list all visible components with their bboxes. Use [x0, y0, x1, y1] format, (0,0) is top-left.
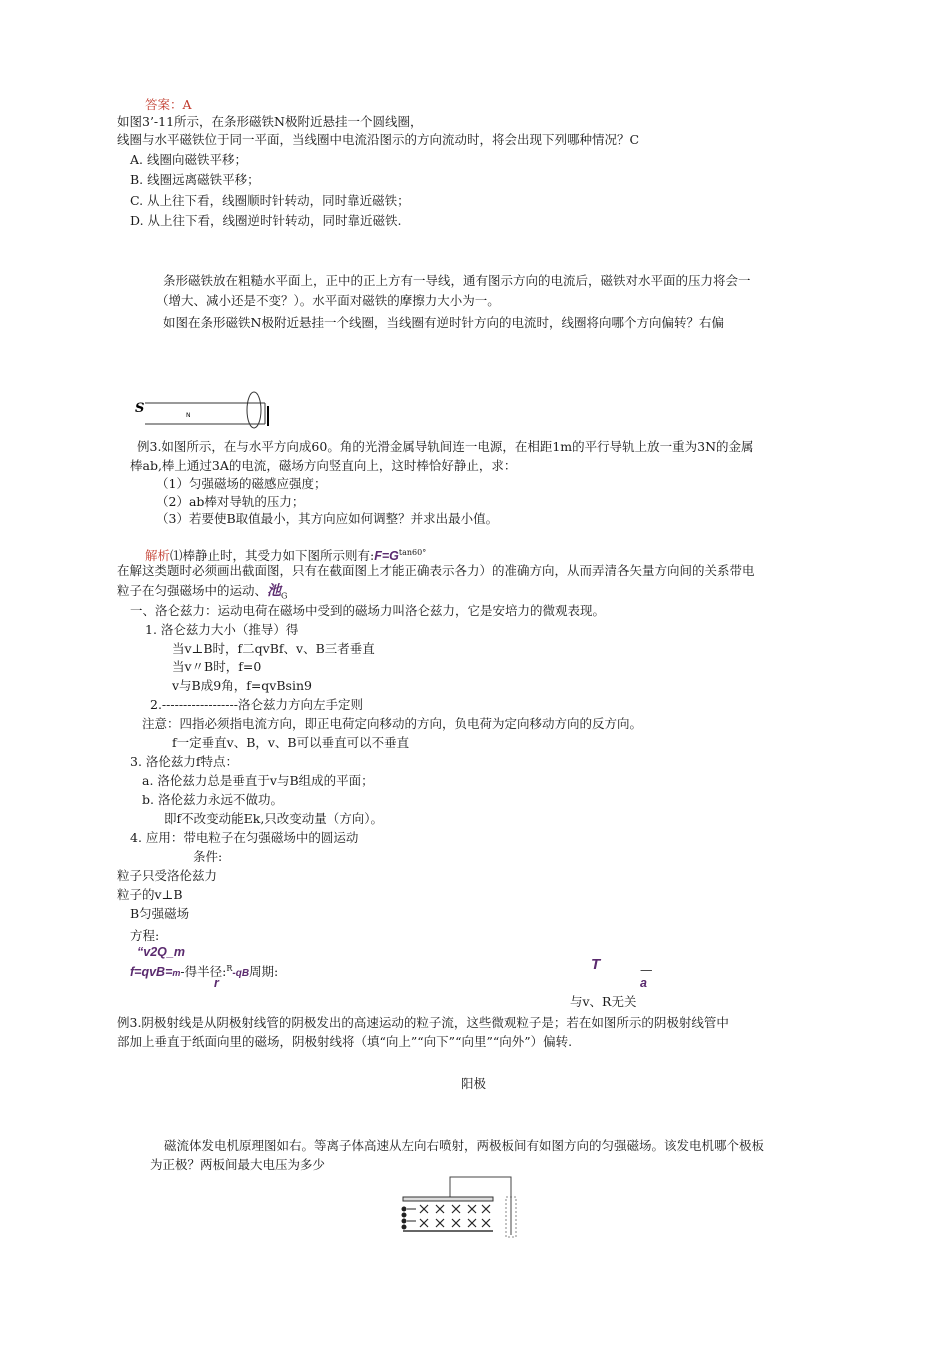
solution-line-1 [145, 545, 426, 564]
lorentz-s1: 1. 洛仑兹力大小（推导）得 [145, 622, 299, 637]
formula-top: “v2Q_m [137, 945, 185, 959]
formula-under-r: r [214, 976, 219, 990]
coil-paragraph: 如图在条形磁铁N极附近悬挂一个线圈，当线圈有逆时针方向的电流时，线圈将向哪个方向偏转？右偏 [163, 315, 724, 330]
formula-T: T [591, 956, 601, 973]
lorentz-s4: 4. 应用：带电粒子在匀强磁场中的圆运动 [130, 830, 359, 845]
magnet-paragraph-1: 条形磁铁放在粗糙水平面上，正中的正上方有一导线，通有图示方向的电流后，磁铁对水平面的压力将会一 [163, 273, 751, 288]
lorentz-s3: 3. 洛伦兹力f特点： [130, 754, 239, 769]
magnet-paragraph-2: （增大、减小还是不变？）。水平面对磁铁的摩擦力大小为一。 [156, 293, 500, 308]
lorentz-s3b: b. 洛伦兹力永远不做功。 [142, 792, 283, 807]
solution-mark: 池 [267, 582, 282, 598]
cathode-ray-line-1: 例3.阴极射线是从阴极射线管的阴极发出的高速运动的粒子流，这些微观粒子是；若在如图所示的阴极射线管中 [117, 1015, 729, 1030]
question-line-1: 如图3’-11所示，在条形磁铁N极附近悬挂一个圆线圈， [117, 114, 423, 129]
solution-text: ⑴棒静止时，其受力如下图所示则有: [170, 548, 375, 564]
option-d: D. 从上往下看，线圈逆时针转动，同时靠近磁铁. [130, 213, 402, 228]
lorentz-note: 注意：四指必须指电流方向，即正电荷定向移动的方向，负电荷为定向移动方向的反方向。 [142, 716, 643, 731]
formula-independent: 与v、R无关 [570, 994, 637, 1009]
formula-m: m [172, 968, 181, 979]
solution-line-3 [117, 582, 287, 605]
example3-line-2: 棒ab,棒上通过3A的电流，磁场方向竖直向上，这时棒恰好静止，求： [130, 458, 517, 473]
lorentz-s1a: 当v⊥B时，f二qvBf、v、B三者垂直 [172, 641, 375, 656]
example3-q1: （1）匀强磁场的磁感应强度； [156, 476, 327, 491]
coil-ring [247, 392, 261, 428]
formula-main: f=qvB= [130, 965, 173, 980]
solution-line-2: 在解这类题时必须画出截面图，只有在截面图上才能正确表示各力）的准确方向，从而弄清各矢量方向间的关系带电 [117, 563, 755, 578]
example3-q2: （2）ab棒对导轨的压力； [156, 494, 305, 509]
lorentz-note2: f一定垂直v、B，v、B可以垂直可以不垂直 [172, 735, 410, 750]
solution-formula-sup: tan60° [398, 548, 427, 557]
lorentz-s1c: v与B成9角，f=qvBsin9 [172, 678, 312, 693]
solution-label: 解析 [145, 548, 171, 564]
condition-2: 粒子的v⊥B [117, 887, 183, 902]
magnet-n-label: N [186, 412, 191, 419]
formula-period-label: 周期: [249, 964, 279, 980]
solution-formula: F=G [374, 549, 399, 564]
lorentz-s3c: 即f不改变动能Ek,只改变动量（方向）。 [164, 811, 384, 826]
anode-label: 阳极 [461, 1076, 487, 1091]
formula-r-expr: -qB [232, 968, 250, 980]
example3-q3: （3）若要使B取值最小，其方向应如何调整？并求出最小值。 [156, 511, 499, 526]
example3-line-1: 例3.如图所示，在与水平方向成60。角的光滑金属导轨间连一电源，在相距1m的平行导轨上放一重为3N的金属 [137, 439, 754, 454]
condition-1: 粒子只受洛伦兹力 [117, 868, 218, 883]
mhd-line-2: 为正极？两板间最大电压为多少 [150, 1157, 326, 1172]
magnet-s-label: S [135, 401, 145, 416]
cathode-ray-line-2: 部加上垂直于纸面向里的磁场，阴极射线将（填“向上”“向下”“向里”“向外”）偏转. [117, 1034, 573, 1049]
formula-r-sup: R [226, 964, 233, 973]
option-a: A. 线圈向磁铁平移； [130, 152, 247, 167]
option-b: B. 线圈远离磁铁平移； [130, 172, 260, 187]
lorentz-s1b: 当v〃B时，f=0 [172, 659, 262, 674]
question-line-2: 线圈与水平磁铁位于同一平面，当线圈中电流沿图示的方向流动时，将会出现下列哪种情况？C [117, 132, 640, 147]
equation-label: 方程: [130, 928, 160, 943]
condition-3: B匀强磁场 [130, 906, 190, 921]
formula-radius-label: -得半径: [180, 964, 227, 980]
solution-line-3-text: 粒子在匀强磁场中的运动、 [117, 583, 268, 598]
bar-magnet-figure [130, 388, 280, 430]
answer-label: 答案：A [145, 97, 192, 112]
mhd-line-1: 磁流体发电机原理图如右。等离子体高速从左向右喷射，两极板间有如图方向的匀强磁场。该发电机哪个极板 [164, 1138, 765, 1153]
formula-a: a [640, 976, 647, 990]
lorentz-s3a: a. 洛伦兹力总是垂直于v与B组成的平面； [142, 773, 374, 788]
lorentz-s2: 2.------------------洛仑兹力方向左手定则 [150, 697, 363, 712]
mhd-generator-figure [398, 1175, 528, 1240]
solution-mark-sub: G [281, 591, 288, 601]
formula-main-line [130, 961, 278, 982]
formula-dash: — [640, 962, 653, 977]
lorentz-heading: 一、洛仑兹力：运动电荷在磁场中受到的磁场力叫洛仑兹力，它是安培力的微观表现。 [130, 603, 606, 618]
option-c: C. 从上往下看，线圈顺时针转动，同时靠近磁铁； [130, 193, 410, 208]
conditions-label: 条件: [193, 849, 223, 864]
